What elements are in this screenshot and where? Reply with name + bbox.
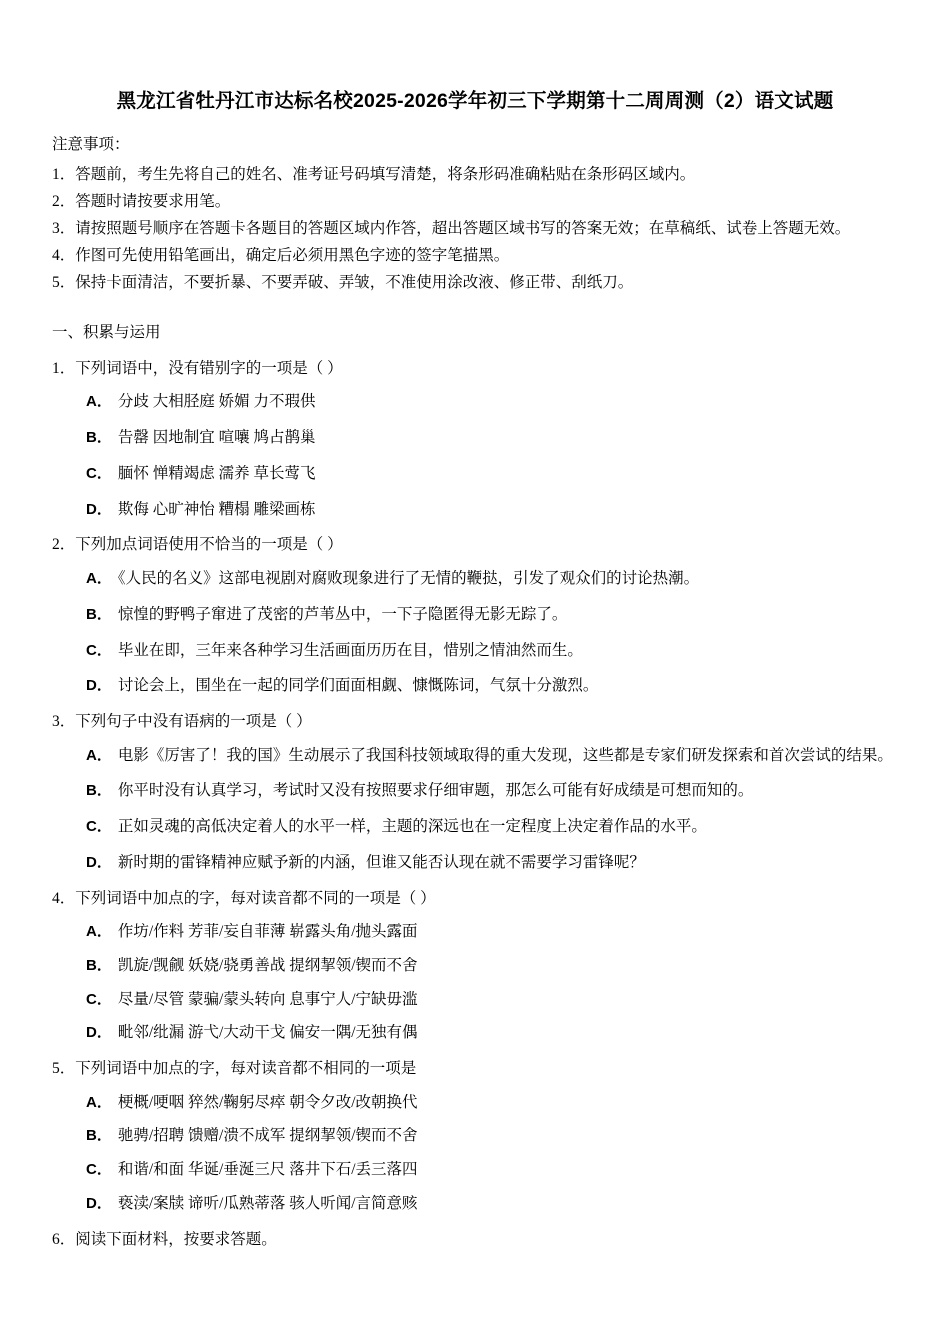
option-label: C．: [86, 818, 112, 836]
question-option: B． 凯旋/觊觎 妖娆/骁勇善战 提纲挈领/锲而不舍: [86, 956, 418, 974]
question-option: A． 电影《厉害了！我的国》生动展示了我国科技领域取得的重大发现，这些都是专家们研发探索和首次尝试的结果。: [86, 746, 893, 764]
notice-item: 1．答题前，考生先将自己的姓名、准考证号码填写清楚，将条形码准确粘贴在条形码区域内。: [52, 165, 696, 183]
question-option: D． 新时期的雷锋精神应赋予新的内涵，但谁又能否认现在就不需要学习雷锋呢？: [86, 853, 645, 871]
option-label: A．: [86, 1093, 112, 1111]
question-option: D． 欺侮 心旷神怡 糟榻 雕梁画栋: [86, 500, 316, 518]
question-block: [52, 1227, 898, 1253]
notice-list: [52, 162, 898, 296]
option-label: A．: [86, 570, 112, 588]
option-label: A．: [86, 923, 112, 941]
option-label: D．: [86, 500, 112, 518]
notice-heading: 注意事项：: [52, 136, 130, 154]
question-option: B． 惊惶的野鸭子窜进了茂密的芦苇丛中，一下子隐匿得无影无踪了。: [86, 605, 568, 623]
question-block: [52, 709, 898, 876]
question-option: C． 正如灵魂的高低决定着人的水平一样，主题的深远也在一定程度上决定着作品的水平。: [86, 818, 707, 836]
page-title: 黑龙江省牡丹江市达标名校2025-2026学年初三下学期第十二周周测（2）语文试题: [116, 90, 834, 112]
question-option: B． 告罄 因地制宜 喧嚷 鸠占鹊巢: [86, 429, 316, 447]
question-stem: 6．阅读下面材料，按要求答题。: [52, 1230, 277, 1248]
question-option: A． 《人民的名义》这部电视剧对腐败现象进行了无情的鞭挞，引发了观众们的讨论热潮。: [86, 570, 700, 588]
option-label: C．: [86, 1161, 112, 1179]
question-option: C． 腼怀 惮精竭虑 濡养 草长莺飞: [86, 464, 316, 482]
notice-item: 2．答题时请按要求用笔。: [52, 192, 231, 210]
question-stem: 5．下列词语中加点的字，每对读音都不相同的一项是: [52, 1060, 417, 1078]
question-stem: 3．下列句子中没有语病的一项是（ ）: [52, 713, 312, 731]
option-label: A．: [86, 393, 112, 411]
notice-item: 4．作图可先使用铅笔画出，确定后必须用黑色字迹的签字笔描黑。: [52, 246, 510, 264]
question-option: D． 毗邻/纰漏 游弋/大动干戈 偏安一隅/无独有偶: [86, 1024, 418, 1042]
question-block: [52, 886, 898, 1047]
notice-item: 3．请按照题号顺序在答题卡各题目的答题区域内作答，超出答题区域书写的答案无效；在草稿纸、试卷上答题无效。: [52, 219, 851, 237]
question-option: B． 驰骋/招聘 馈赠/溃不成军 提纲挈领/锲而不舍: [86, 1127, 418, 1145]
option-label: B．: [86, 956, 112, 974]
question-option: B． 你平时没有认真学习，考试时又没有按照要求仔细审题，那怎么可能有好成绩是可想而知的。: [86, 782, 754, 800]
question-option: D． 亵渎/案牍 谛听/瓜熟蒂落 骇人听闻/言简意赅: [86, 1194, 418, 1212]
option-label: B．: [86, 782, 112, 800]
option-label: C．: [86, 990, 112, 1008]
notice-item: 5．保持卡面清洁，不要折暴、不要弄破、弄皱，不准使用涂改液、修正带、刮纸刀。: [52, 273, 634, 291]
option-label: D．: [86, 1024, 112, 1042]
question-block: [52, 1056, 898, 1217]
question-option: C． 尽量/尽管 蒙骗/蒙头转向 息事宁人/宁缺毋滥: [86, 990, 418, 1008]
question-stem: 2．下列加点词语使用不恰当的一项是（ ）: [52, 536, 343, 554]
question-block: [52, 532, 898, 699]
question-block: [52, 356, 898, 523]
option-label: C．: [86, 464, 112, 482]
question-option: C． 和谐/和面 华诞/垂涎三尺 落井下石/丢三落四: [86, 1161, 418, 1179]
question-option: D． 讨论会上，围坐在一起的同学们面面相觑、慷慨陈词，气氛十分激烈。: [86, 677, 599, 695]
question-stem: 1．下列词语中，没有错别字的一项是（ ）: [52, 359, 343, 377]
question-stem: 4．下列词语中加点的字，每对读音都不同的一项是（ ）: [52, 889, 436, 907]
question-option: A． 分歧 大相胫庭 娇媚 力不瑕供: [86, 393, 316, 411]
option-label: D．: [86, 853, 112, 871]
question-option: A． 作坊/作料 芳菲/妄自菲薄 崭露头角/抛头露面: [86, 923, 418, 941]
option-label: D．: [86, 1194, 112, 1212]
option-label: A．: [86, 746, 112, 764]
option-label: B．: [86, 1127, 112, 1145]
option-label: B．: [86, 429, 112, 447]
option-label: C．: [86, 641, 112, 659]
option-label: D．: [86, 677, 112, 695]
question-option: C． 毕业在即，三年来各种学习生活画面历历在目，惜别之情油然而生。: [86, 641, 583, 659]
question-option: A． 梗概/哽咽 猝然/鞠躬尽瘁 朝令夕改/改朝换代: [86, 1093, 418, 1111]
section-heading: 一、积累与运用: [52, 324, 161, 342]
option-label: B．: [86, 605, 112, 623]
